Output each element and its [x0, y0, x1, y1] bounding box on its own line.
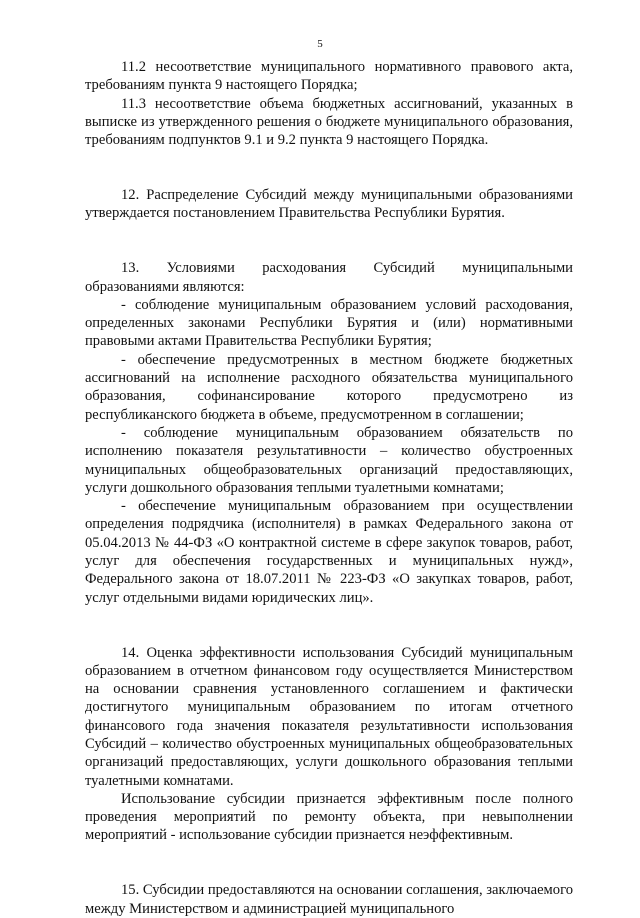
- clause-13: 13. Условиями расходования Субсидий муниципальными образованиями являются:: [85, 260, 573, 295]
- page-number: 5: [317, 38, 323, 50]
- paragraph-gap: [85, 845, 573, 863]
- paragraph-gap: [85, 241, 573, 259]
- paragraph-gap: [85, 223, 573, 241]
- paragraph-gap: [85, 607, 573, 625]
- paragraph-gap: [85, 625, 573, 643]
- clause-14: 14. Оценка эффективности использования Субсидий муниципальным образованием в отчетном финансовом году осуществляется Министерством на основании сравнения установленного соглашением и фактически достигнутого муниципальным образованием по итогам отчетного финансового года значения показателя результативности использования Субсидий – количество обустроенных муниципальных общеобразовательных организаций предоставляющих, услуги дошкольного образования теплыми туалетными комнатами.: [85, 644, 573, 789]
- clause-13-item-2: - обеспечение предусмотренных в местном бюджете бюджетных ассигнований на исполнение расходного обязательства муниципального образования, софинансирование которого предусмотрено из республиканского бюджета в объеме, предусмотренном в соглашении;: [85, 351, 573, 423]
- clause-11-2: 11.2 несоответствие муниципального нормативного правового акта, требованиям пункта 9 настоящего Порядка;: [85, 59, 573, 94]
- clause-13-item-1: - соблюдение муниципальным образованием условий расходования, определенных законами Республики Бурятия и (или) нормативными правовыми актами Правительства Республики Бурятия;: [85, 296, 573, 350]
- clause-15: 15. Субсидии предоставляются на основании соглашения, заключаемого между Министерством и администрацией муниципального: [85, 882, 573, 917]
- clause-12: 12. Распределение Субсидий между муниципальными образованиями утверждается постановлением Правительства Республики Бурятия.: [85, 187, 573, 222]
- clause-14-effectiveness: Использование субсидии признается эффективным после полного проведения мероприятий по ремонту объекта, при невыполнении мероприятий - использование субсидии признается неэффективным.: [85, 790, 573, 844]
- paragraph-gap: [85, 168, 573, 186]
- clause-13-item-4: - обеспечение муниципальным образованием при осуществлении определения подрядчика (исполнителя) в рамках Федерального закона от 05.04.2013 № 44-ФЗ «О контрактной системе в сфере закупок товаров, работ, услуг для обеспечения государственных и муниципальных нужд», Федерального закона от 18.07.2011 № 223-ФЗ «О закупках товаров, работ, услуг отдельными видами юридических лиц».: [85, 498, 573, 606]
- paragraph-gap: [85, 863, 573, 881]
- clause-13-item-3: - соблюдение муниципальным образованием обязательств по исполнению показателя результативности – количество обустроенных муниципальных общеобразовательных организаций предоставляющих, услуги дошкольного образования теплыми туалетными комнатами;: [85, 424, 573, 496]
- document-body: [85, 58, 573, 918]
- clause-11-3: 11.3 несоответствие объема бюджетных ассигнований, указанных в выписке из утвержденного решения о бюджете муниципального образования, требованиям подпунктов 9.1 и 9.2 пункта 9 настоящего Порядка.: [85, 95, 573, 149]
- paragraph-gap: [85, 149, 573, 167]
